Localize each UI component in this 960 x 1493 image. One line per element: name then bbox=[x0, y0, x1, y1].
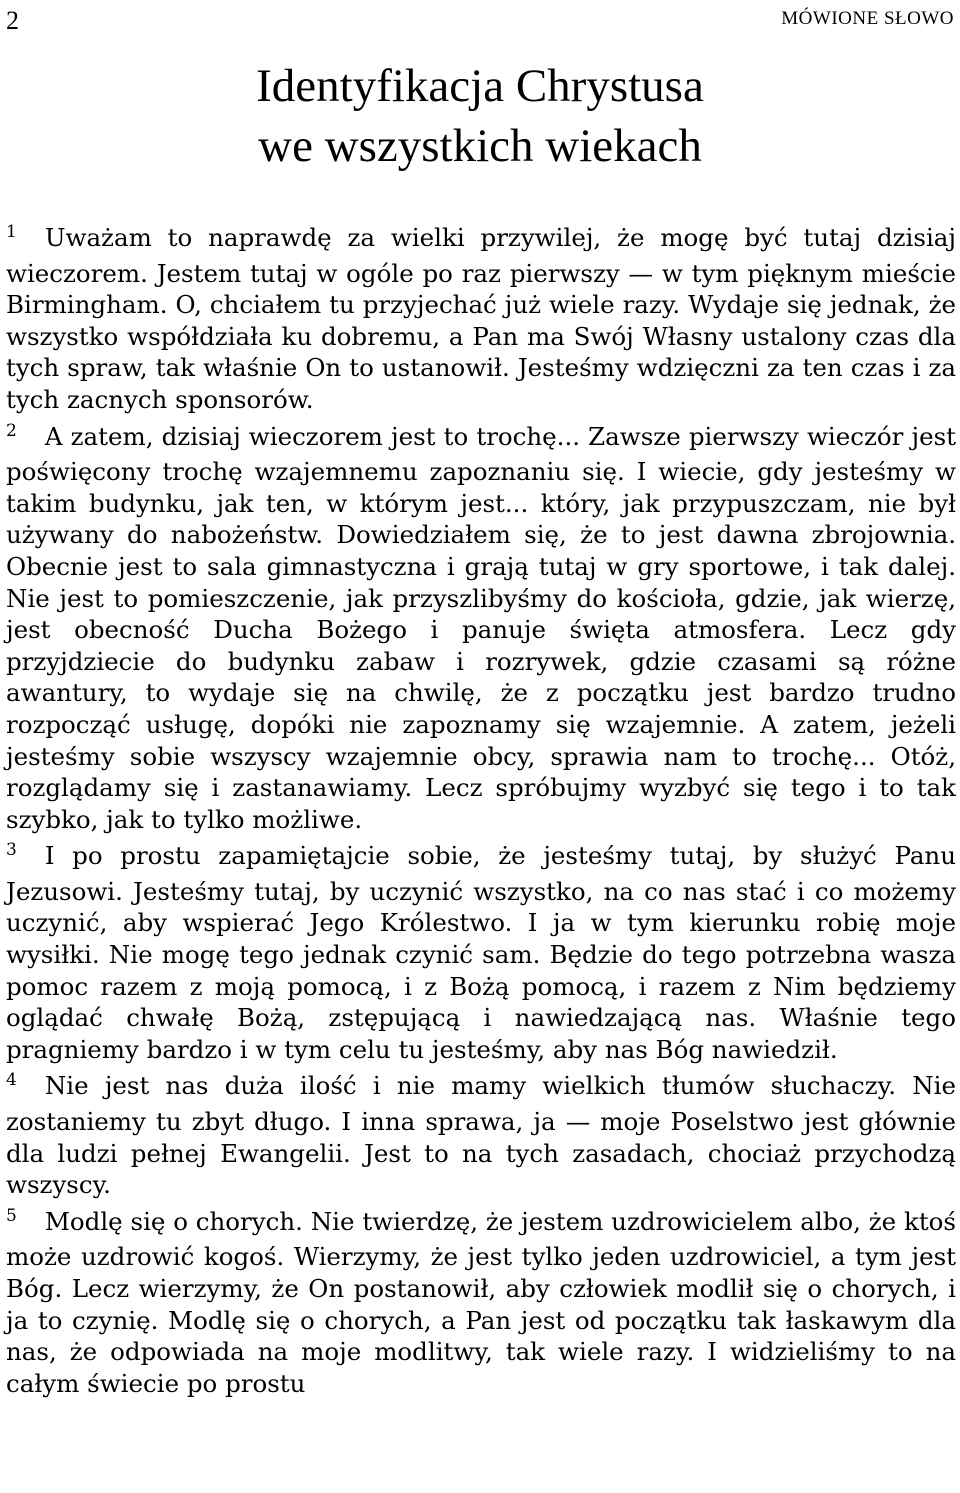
paragraph-text: I po prostu zapamiętajcie sobie, że jesteśmy tutaj, by służyć Panu Jezusowi. Jesteśmy tutaj, by uczynić wszystko, na co nas stać i co możemy uczynić, aby wspierać Jego Królestwo. I ja w tym kierunku robię moje wysiłki. Nie mogę tego jednak czynić sam. Będzie do tego potrzebna wasza pomoc razem z moją pomocą, i z Bożą pomocą, i razem z Nim będziemy oglądać chwałę Bożą, zstępującą i nawiedzającą nas. Właśnie tego pragniemy bardzo i w tym celu tu jesteśmy, aby nas Bóg nawiedził. bbox=[6, 841, 956, 1064]
paragraph-3 bbox=[6, 840, 956, 1065]
paragraph-number: 3 bbox=[6, 840, 17, 861]
paragraph-number: 4 bbox=[6, 1070, 17, 1091]
paragraph-1 bbox=[6, 222, 956, 416]
paragraph-number: 1 bbox=[6, 222, 17, 242]
paragraph-2 bbox=[6, 421, 956, 836]
title-line-2: we wszystkich wiekach bbox=[258, 120, 702, 172]
paragraph-text: Nie jest nas duża ilość i nie mamy wielkich tłumów słuchaczy. Nie zostaniemy tu zbyt długo. I inna sprawa, ja — moje Poselstwo jest głównie dla ludzi pełnej Ewangelii. Jest to na tych zasadach, chociaż przychodzą wszyscy. bbox=[6, 1071, 956, 1200]
paragraph-number: 2 bbox=[6, 420, 17, 441]
title-line-1: Identyfikacja Chrystusa bbox=[256, 60, 704, 112]
paragraph-number: 5 bbox=[6, 1205, 17, 1226]
sermon-body bbox=[6, 222, 956, 1404]
paragraph-text: Modlę się o chorych. Nie twierdzę, że jestem uzdrowicielem albo, że ktoś może uzdrowić kogoś. Wierzymy, że jest tylko jeden uzdrowiciel, a tym jest Bóg. Lecz wierzymy, że On postanowił, aby człowiek modlił się o chorych, i ja to czynię. Modlę się o chorych, a Pan jest od początku tak łaskawym dla nas, że odpowiada na moje modlitwy, tak wiele razy. I widzieliśmy to na całym świecie po prostu bbox=[6, 1206, 956, 1398]
paragraph-5 bbox=[6, 1206, 956, 1400]
running-head: MÓWIONE SŁOWO bbox=[781, 8, 954, 29]
page-number: 2 bbox=[6, 6, 19, 35]
sermon-title bbox=[0, 56, 960, 176]
paragraph-text: Uważam to naprawdę za wielki przywilej, że mogę być tutaj dzisiaj wieczorem. Jestem tutaj w ogóle po raz pierwszy — w tym pięknym mieście Birmingham. O, chciałem tu przyjechać już wiele razy. Wydaje się jednak, że wszystko współdziała ku dobremu, a Pan ma Swój Własny ustalony czas dla tych spraw, tak właśnie On to ustanowił. Jesteśmy wdzięczni za ten czas i za tych zacnych sponsorów. bbox=[6, 223, 956, 414]
paragraph-text: A zatem, dzisiaj wieczorem jest to trochę... Zawsze pierwszy wieczór jest poświęcony trochę wzajemnemu zapoznaniu się. I wiecie, gdy jesteśmy w takim budynku, jak ten, w którym jest... który, jak przypuszczam, nie był używany do nabożeństw. Dowiedziałem się, że to jest dawna zbrojownia. Obecnie jest to sala gimnastyczna i grają tutaj w gry sportowe, i tak dalej. Nie jest to pomieszczenie, jak przyszlibyśmy do kościoła, gdzie, jak wierzę, jest obecność Ducha Bożego i panuje święta atmosfera. Lecz gdy przyjdziecie do budynku zabaw i rozrywek, gdzie czasami są różne awantury, to wydaje się na chwilę, że z początku jest bardzo trudno rozpocząć usługę, dopóki nie zapoznamy się wzajemnie. A zatem, jeżeli jesteśmy sobie wszyscy wzajemnie obcy, sprawia nam to trochę... Otóż, rozglądamy się i zastanawiamy. Lecz spróbujmy wyzbyć się tego i to tak szybko, jak to tylko możliwe. bbox=[6, 421, 956, 834]
paragraph-4 bbox=[6, 1070, 956, 1200]
